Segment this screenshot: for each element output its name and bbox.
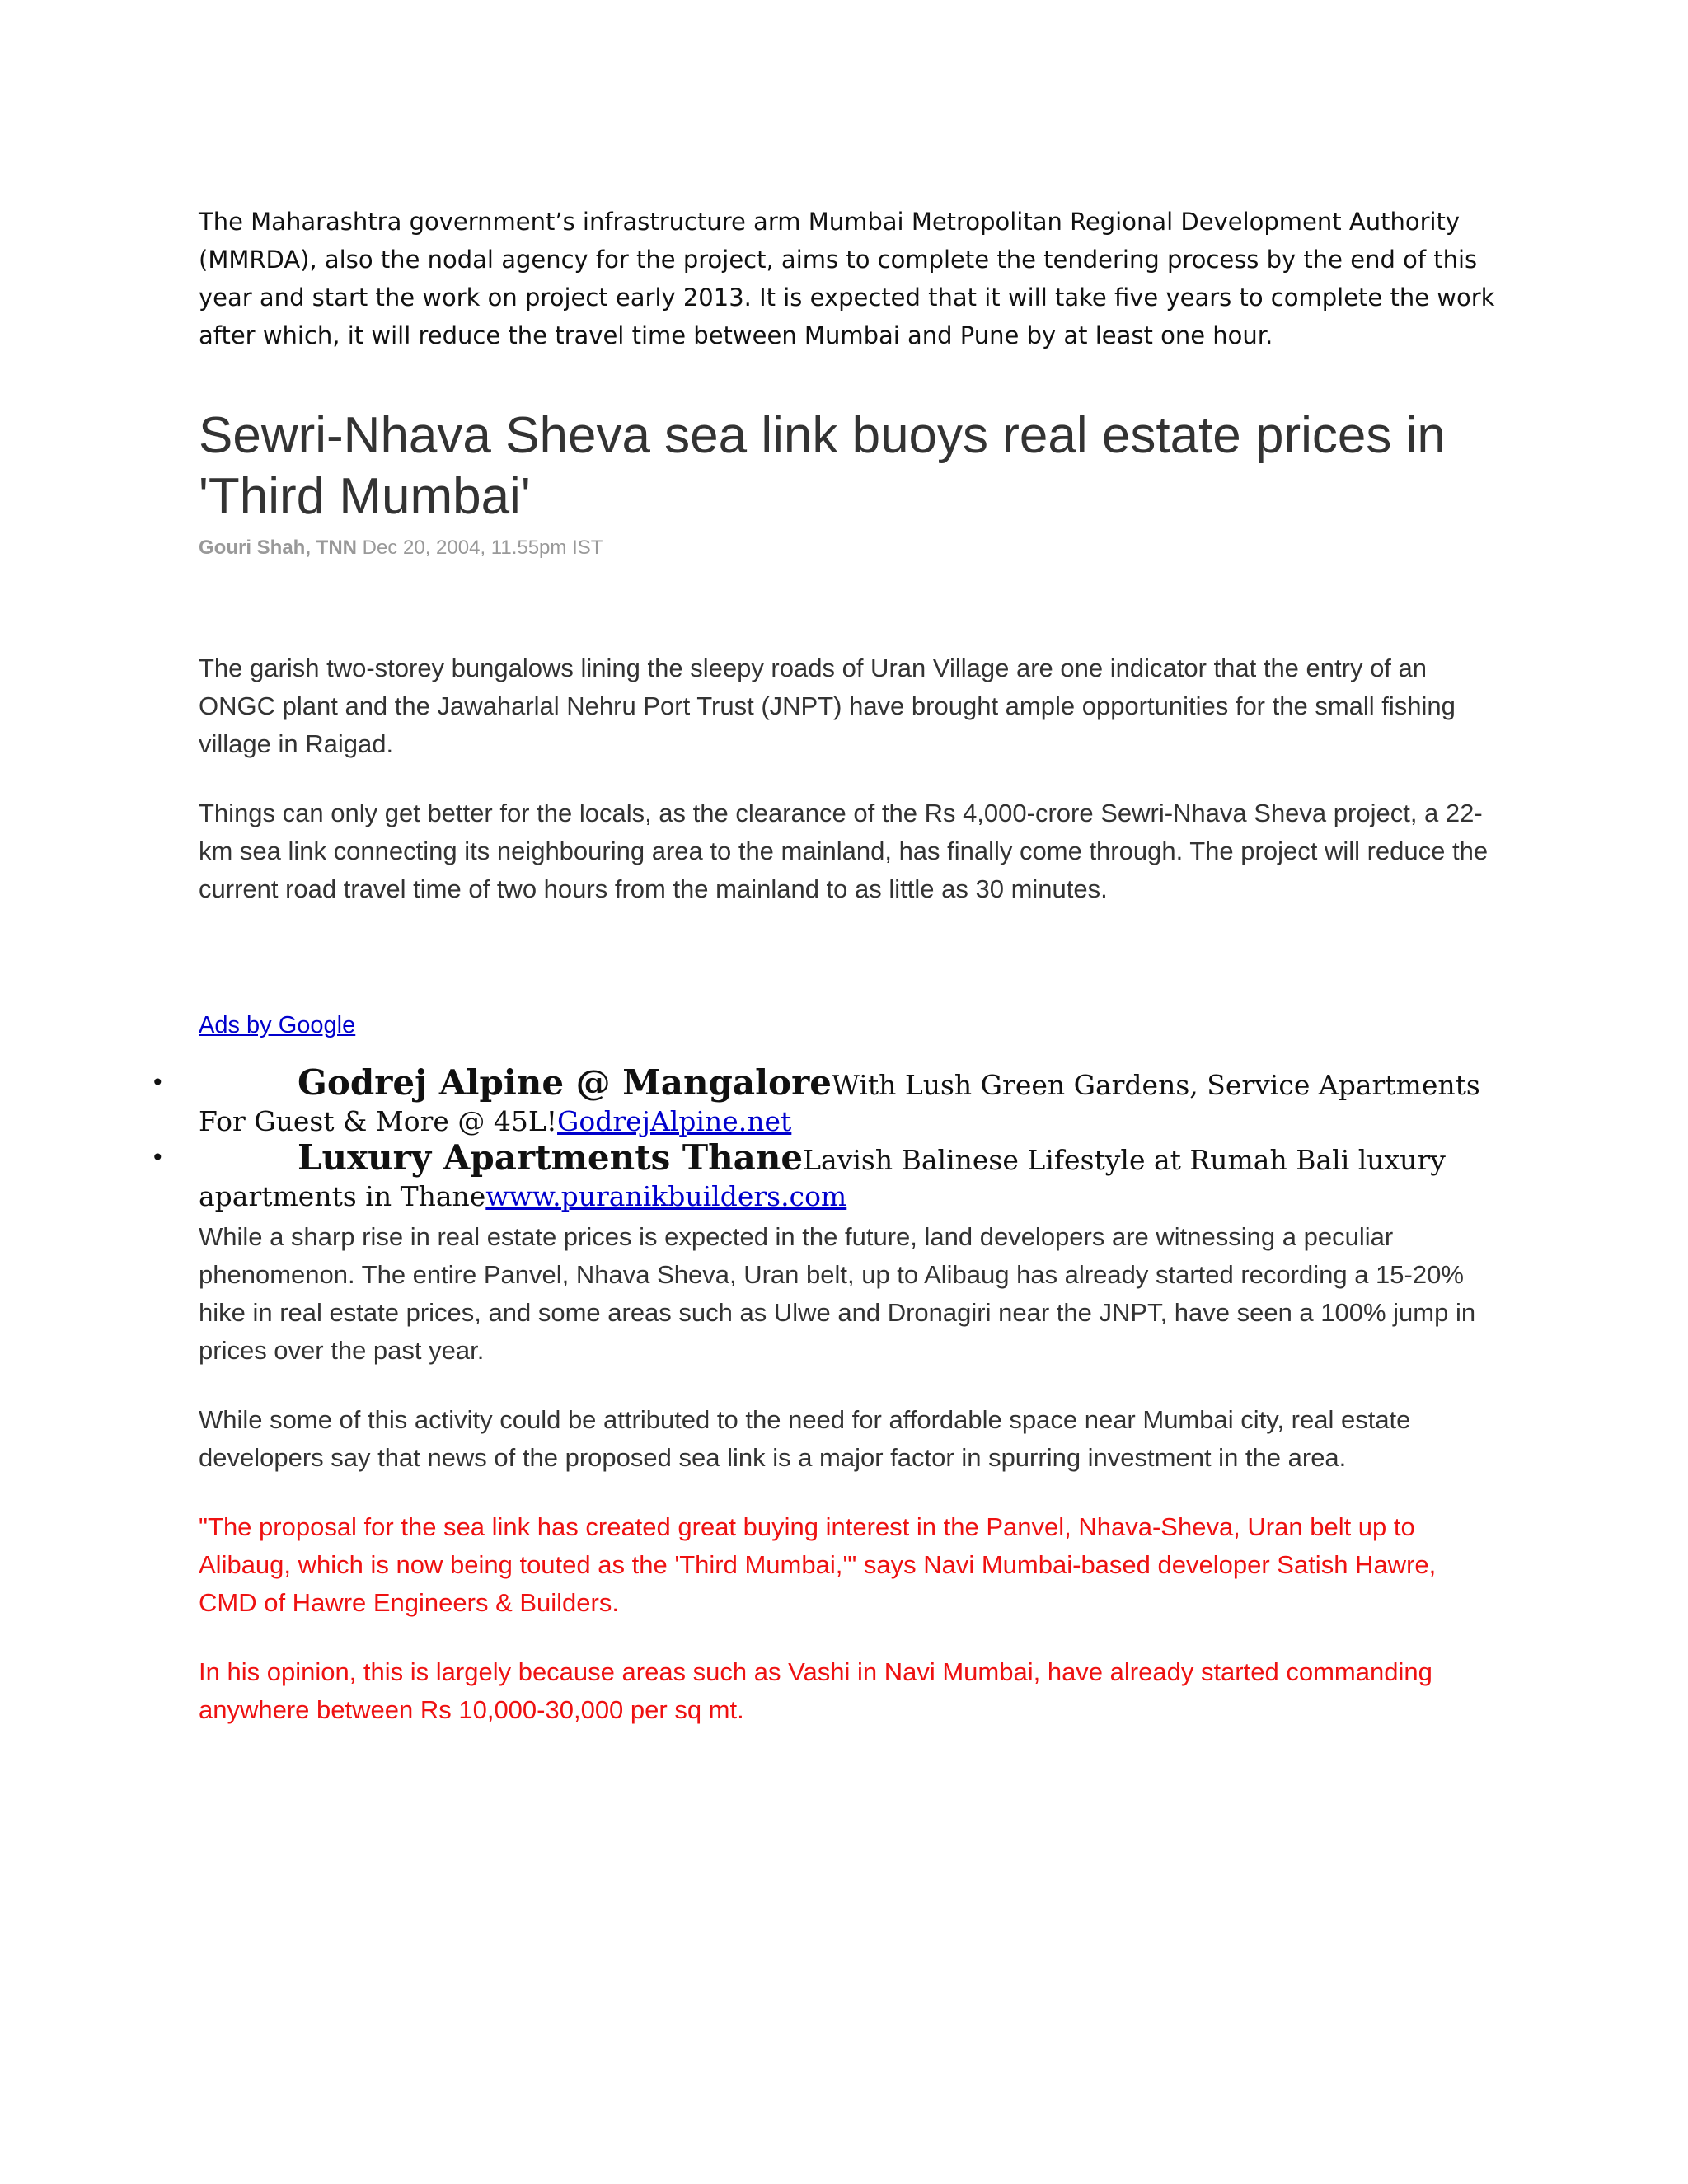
- ad-title[interactable]: Godrej Alpine @ Mangalore: [298, 1062, 832, 1103]
- article-paragraph: While a sharp rise in real estate prices is expected in the future, land developers are witnessing a peculiar phenomenon. The entire Panvel, Nhava Sheva, Uran belt, up to Alibaug has already started recording a 15-20% hike in real estate prices, and some areas such as Ulwe and Dronagiri near the JNPT, have seen a 100% jump in prices over the past year.: [199, 1222, 1476, 1365]
- bullet-icon: •: [151, 1144, 165, 1171]
- article-byline: [199, 536, 1501, 560]
- ad-list: [151, 1062, 1501, 1215]
- ads-by-google-link[interactable]: Ads by Google: [199, 1012, 356, 1038]
- byline-date: Dec 20, 2004, 11.55pm IST: [362, 537, 603, 559]
- quote-paragraph: "The proposal for the sea link has created great buying interest in the Panvel, Nhava-Sheva, Uran belt up to Alibaug, which is now being touted as the 'Third Mumbai,'" says Navi Mumbai-based developer Satish Hawre, CMD of Hawre Engineers & Builders.: [199, 1512, 1437, 1617]
- quote-paragraph: In his opinion, this is largely because areas such as Vashi in Navi Mumbai, have already started commanding anywhere between Rs 10,000-30,000 per sq mt.: [199, 1657, 1432, 1724]
- bullet-icon: •: [151, 1069, 165, 1096]
- ad-item: [151, 1062, 1501, 1140]
- ad-description: With Lush Green Gardens, Service Apartments For Guest & More @ 45L!: [199, 1069, 1480, 1137]
- document-content: [151, 203, 1501, 1729]
- ad-url-link[interactable]: www.puranikbuilders.com: [485, 1180, 847, 1212]
- article-paragraph: Things can only get better for the locals, as the clearance of the Rs 4,000-crore Sewri-Nhava Sheva project, a 22-km sea link connecting its neighbouring area to the mainland, has finally come through. The project will reduce the current road travel time of two hours from the mainland to as little as 30 minutes.: [199, 799, 1489, 903]
- ad-description: Lavish Balinese Lifestyle at Rumah Bali luxury apartments in Thane: [199, 1144, 1446, 1212]
- article-paragraph: The garish two-storey bungalows lining the sleepy roads of Uran Village are one indicator that the entry of an ONGC plant and the Jawaharlal Nehru Port Trust (JNPT) have brought ample opportunities for the small fishing village in Raigad.: [199, 654, 1456, 758]
- byline-author: Gouri Shah, TNN: [199, 537, 357, 559]
- article-paragraph: While some of this activity could be attributed to the need for affordable space near Mumbai city, real estate developers say that news of the proposed sea link is a major factor in spurring investment in the area.: [199, 1405, 1411, 1472]
- article-headline: Sewri-Nhava Sheva sea link buoys real estate prices in 'Third Mumbai': [199, 407, 1446, 525]
- ad-item: [151, 1137, 1501, 1215]
- ad-title[interactable]: Luxury Apartments Thane: [298, 1137, 804, 1178]
- intro-paragraph: The Maharashtra government’s infrastructure arm Mumbai Metropolitan Regional Development Authority (MMRDA), also the nodal agency for the project, aims to complete the tendering process by the end of this year and start the work on project early 2013. It is expected that it will take five years to complete the work after which, it will reduce the travel time between Mumbai and Pune by at least one hour.: [199, 208, 1495, 349]
- ad-url-link[interactable]: GodrejAlpine.net: [557, 1105, 792, 1137]
